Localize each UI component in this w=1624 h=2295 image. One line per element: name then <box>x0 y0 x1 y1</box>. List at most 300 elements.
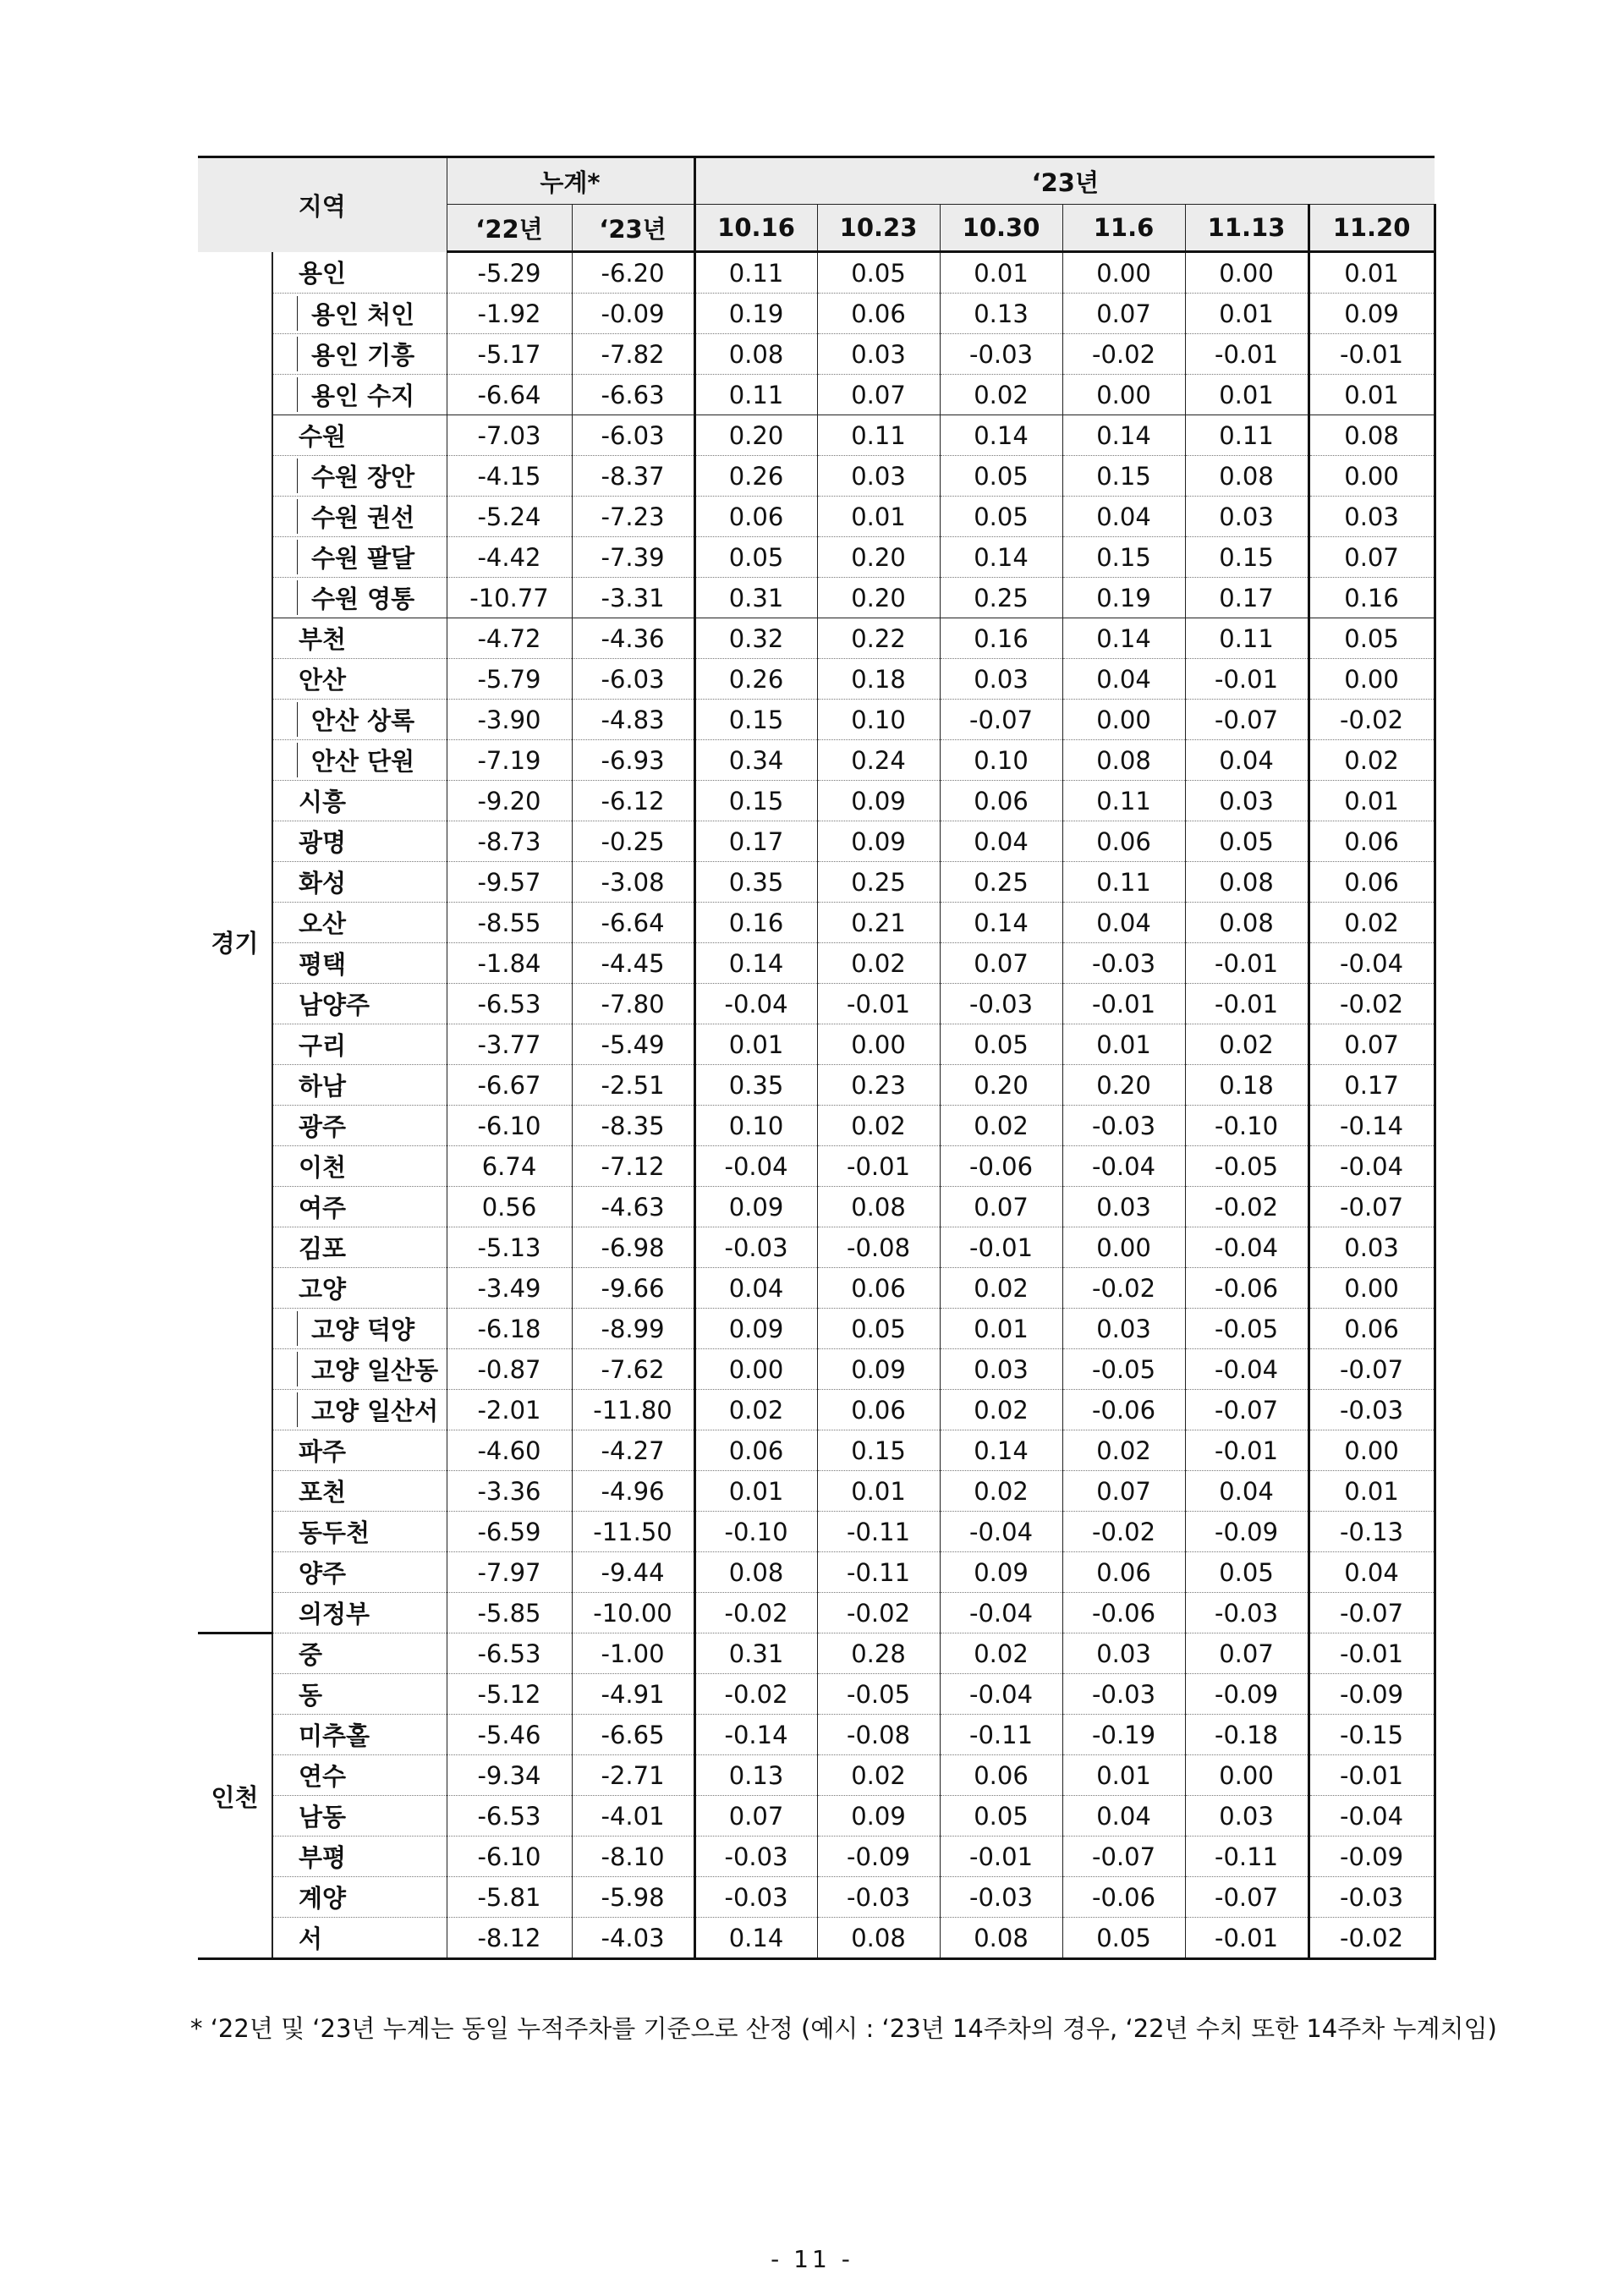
value-cell: 0.02 <box>817 943 940 984</box>
subregion-name <box>272 578 447 618</box>
value-cell: 0.07 <box>1062 294 1185 334</box>
value-cell: -3.49 <box>447 1268 572 1309</box>
value-cell: -0.07 <box>1185 1390 1309 1430</box>
value-cell: -6.59 <box>447 1512 572 1552</box>
value-cell: 0.06 <box>694 497 817 537</box>
value-cell: 0.14 <box>1062 618 1185 659</box>
value-cell: -5.81 <box>447 1877 572 1918</box>
table-row <box>198 252 1435 294</box>
value-cell: 0.15 <box>1062 456 1185 497</box>
value-cell: -8.37 <box>572 456 694 497</box>
value-cell: 0.04 <box>1062 659 1185 700</box>
subregion-name: 수원 <box>272 415 447 456</box>
value-cell: -0.07 <box>940 700 1062 740</box>
value-cell: -0.02 <box>1309 984 1435 1024</box>
table-row <box>198 700 1435 740</box>
value-cell: 0.08 <box>817 1918 940 1959</box>
page-number: - 11 - <box>771 2245 853 2273</box>
value-cell: -8.35 <box>572 1106 694 1146</box>
value-cell: -6.53 <box>447 1633 572 1674</box>
value-cell: 0.20 <box>1062 1065 1185 1106</box>
value-cell: 0.08 <box>1185 862 1309 903</box>
subregion-name <box>272 334 447 375</box>
subregion-name: 시흥 <box>272 781 447 821</box>
value-cell: -0.01 <box>1309 1755 1435 1796</box>
subregion-name <box>272 456 447 497</box>
col-header: 11.20 <box>1309 205 1435 252</box>
value-cell: 0.00 <box>1309 659 1435 700</box>
value-cell: 0.02 <box>1185 1024 1309 1065</box>
value-cell: 0.07 <box>1062 1471 1185 1512</box>
value-cell: -7.80 <box>572 984 694 1024</box>
value-cell: -0.01 <box>1309 1633 1435 1674</box>
value-cell: 0.01 <box>940 1309 1062 1349</box>
value-cell: 0.09 <box>1309 294 1435 334</box>
value-cell: -0.03 <box>1185 1593 1309 1633</box>
value-cell: 0.20 <box>940 1065 1062 1106</box>
value-cell: -6.03 <box>572 415 694 456</box>
value-cell: 0.15 <box>1185 537 1309 578</box>
value-cell: 0.01 <box>694 1471 817 1512</box>
value-cell: -0.03 <box>694 1227 817 1268</box>
value-cell: 0.14 <box>940 415 1062 456</box>
value-cell: -0.05 <box>817 1674 940 1715</box>
value-cell: -0.03 <box>817 1877 940 1918</box>
value-cell: -4.27 <box>572 1430 694 1471</box>
value-cell: -0.04 <box>1185 1227 1309 1268</box>
value-cell: -0.06 <box>1185 1268 1309 1309</box>
value-cell: -0.01 <box>1309 334 1435 375</box>
value-cell: -0.07 <box>1062 1837 1185 1877</box>
value-cell: 0.06 <box>1062 821 1185 862</box>
subregion-name <box>272 375 447 415</box>
value-cell: -5.12 <box>447 1674 572 1715</box>
subregion-name: 포천 <box>272 1471 447 1512</box>
table-row <box>198 1796 1435 1837</box>
col-header: ‘23년 <box>572 205 694 252</box>
value-cell: 0.17 <box>1185 578 1309 618</box>
value-cell: -1.00 <box>572 1633 694 1674</box>
value-cell: 0.14 <box>940 1430 1062 1471</box>
value-cell: -0.04 <box>1062 1146 1185 1187</box>
subregion-name: 화성 <box>272 862 447 903</box>
table-row <box>198 1715 1435 1755</box>
value-cell: 0.01 <box>1062 1755 1185 1796</box>
table-row <box>198 618 1435 659</box>
subregion-name: 여주 <box>272 1187 447 1227</box>
subregion-name: 김포 <box>272 1227 447 1268</box>
value-cell: 0.31 <box>694 578 817 618</box>
value-cell: 0.03 <box>1185 497 1309 537</box>
value-cell: 0.02 <box>940 1471 1062 1512</box>
table-row <box>198 578 1435 618</box>
value-cell: -6.67 <box>447 1065 572 1106</box>
value-cell: 0.20 <box>694 415 817 456</box>
col-header: 10.30 <box>940 205 1062 252</box>
table-row <box>198 1430 1435 1471</box>
value-cell: 0.00 <box>1185 252 1309 294</box>
value-cell: 0.11 <box>694 252 817 294</box>
value-cell: -6.10 <box>447 1837 572 1877</box>
value-cell: 0.08 <box>1185 903 1309 943</box>
value-cell: 0.09 <box>817 821 940 862</box>
value-cell: 0.04 <box>1309 1552 1435 1593</box>
value-cell: 0.01 <box>1185 375 1309 415</box>
value-cell: 0.09 <box>817 1796 940 1837</box>
value-cell: -0.04 <box>1309 1796 1435 1837</box>
value-cell: -0.02 <box>1062 334 1185 375</box>
value-cell: 0.11 <box>1062 781 1185 821</box>
value-cell: -0.08 <box>817 1227 940 1268</box>
value-cell: 0.09 <box>694 1309 817 1349</box>
value-cell: 0.26 <box>694 659 817 700</box>
value-cell: -0.04 <box>694 984 817 1024</box>
subregion-label: 수원 권선 <box>297 499 414 534</box>
value-cell: 0.07 <box>1185 1633 1309 1674</box>
value-cell: -0.02 <box>1062 1512 1185 1552</box>
table-row <box>198 1106 1435 1146</box>
price-change-table <box>198 156 1436 1960</box>
value-cell: -0.04 <box>940 1593 1062 1633</box>
value-cell: 0.01 <box>817 497 940 537</box>
value-cell: 0.06 <box>817 294 940 334</box>
value-cell: 0.03 <box>1185 1796 1309 1837</box>
value-cell: 0.31 <box>694 1633 817 1674</box>
value-cell: -0.06 <box>1062 1877 1185 1918</box>
value-cell: 0.10 <box>940 740 1062 781</box>
subregion-name: 동두천 <box>272 1512 447 1552</box>
subregion-name: 평택 <box>272 943 447 984</box>
value-cell: 0.01 <box>817 1471 940 1512</box>
subregion-name: 하남 <box>272 1065 447 1106</box>
value-cell: -0.05 <box>1185 1146 1309 1187</box>
value-cell: -6.03 <box>572 659 694 700</box>
value-cell: -0.01 <box>1185 984 1309 1024</box>
value-cell: 0.03 <box>1309 497 1435 537</box>
subregion-label: 수원 장안 <box>297 458 414 493</box>
value-cell: -0.03 <box>694 1837 817 1877</box>
table-row <box>198 334 1435 375</box>
value-cell: -0.09 <box>817 1837 940 1877</box>
value-cell: -0.09 <box>1185 1512 1309 1552</box>
value-cell: 0.07 <box>940 1187 1062 1227</box>
value-cell: 0.17 <box>1309 1065 1435 1106</box>
value-cell: -0.02 <box>1309 700 1435 740</box>
value-cell: 0.15 <box>694 700 817 740</box>
value-cell: -0.02 <box>817 1593 940 1633</box>
table-row <box>198 415 1435 456</box>
value-cell: -2.01 <box>447 1390 572 1430</box>
value-cell: -8.99 <box>572 1309 694 1349</box>
value-cell: -0.03 <box>940 984 1062 1024</box>
value-cell: 0.16 <box>694 903 817 943</box>
table-row <box>198 1552 1435 1593</box>
value-cell: -0.11 <box>940 1715 1062 1755</box>
value-cell: -0.07 <box>1309 1593 1435 1633</box>
value-cell: -4.83 <box>572 700 694 740</box>
value-cell: -0.01 <box>1185 334 1309 375</box>
value-cell: 0.02 <box>940 375 1062 415</box>
value-cell: 0.25 <box>940 862 1062 903</box>
value-cell: -4.60 <box>447 1430 572 1471</box>
subregion-name: 부천 <box>272 618 447 659</box>
value-cell: -0.87 <box>447 1349 572 1390</box>
table-row <box>198 1674 1435 1715</box>
col-header: 11.6 <box>1062 205 1185 252</box>
value-cell: -5.46 <box>447 1715 572 1755</box>
value-cell: -0.06 <box>940 1146 1062 1187</box>
table-row <box>198 537 1435 578</box>
value-cell: 0.08 <box>1062 740 1185 781</box>
value-cell: -0.18 <box>1185 1715 1309 1755</box>
value-cell: -3.90 <box>447 700 572 740</box>
value-cell: -0.01 <box>940 1227 1062 1268</box>
value-cell: -5.98 <box>572 1877 694 1918</box>
value-cell: -0.03 <box>1062 943 1185 984</box>
value-cell: 0.16 <box>940 618 1062 659</box>
value-cell: 0.07 <box>940 943 1062 984</box>
value-cell: 0.11 <box>817 415 940 456</box>
value-cell: -3.36 <box>447 1471 572 1512</box>
value-cell: -7.19 <box>447 740 572 781</box>
value-cell: 0.05 <box>1062 1918 1185 1959</box>
value-cell: 0.04 <box>1185 1471 1309 1512</box>
value-cell: 0.03 <box>940 1349 1062 1390</box>
value-cell: -4.01 <box>572 1796 694 1837</box>
value-cell: 0.03 <box>1062 1309 1185 1349</box>
value-cell: 0.08 <box>1185 456 1309 497</box>
subregion-name: 용인 <box>272 252 447 294</box>
value-cell: -0.14 <box>1309 1106 1435 1146</box>
value-cell: 0.14 <box>694 1918 817 1959</box>
value-cell: -0.07 <box>1185 700 1309 740</box>
value-cell: 0.10 <box>694 1106 817 1146</box>
value-cell: -0.07 <box>1309 1187 1435 1227</box>
value-cell: 0.11 <box>1185 415 1309 456</box>
value-cell: -5.79 <box>447 659 572 700</box>
subregion-name: 계양 <box>272 1877 447 1918</box>
value-cell: 0.09 <box>940 1552 1062 1593</box>
value-cell: -11.50 <box>572 1512 694 1552</box>
value-cell: 0.03 <box>1062 1187 1185 1227</box>
subregion-name: 부평 <box>272 1837 447 1877</box>
table-row <box>198 1877 1435 1918</box>
table-row <box>198 862 1435 903</box>
value-cell: 0.25 <box>817 862 940 903</box>
value-cell: -7.39 <box>572 537 694 578</box>
table-row <box>198 1512 1435 1552</box>
table-row <box>198 1146 1435 1187</box>
value-cell: -4.42 <box>447 537 572 578</box>
subregion-name: 중 <box>272 1633 447 1674</box>
value-cell: 0.35 <box>694 862 817 903</box>
value-cell: 0.01 <box>1309 252 1435 294</box>
value-cell: -7.12 <box>572 1146 694 1187</box>
value-cell: -0.15 <box>1309 1715 1435 1755</box>
table-row <box>198 1024 1435 1065</box>
value-cell: 0.04 <box>1062 497 1185 537</box>
value-cell: -0.25 <box>572 821 694 862</box>
table-row <box>198 781 1435 821</box>
subregion-name: 이천 <box>272 1146 447 1187</box>
value-cell: -0.04 <box>1309 943 1435 984</box>
value-cell: 0.21 <box>817 903 940 943</box>
value-cell: 0.02 <box>940 1390 1062 1430</box>
value-cell: -0.08 <box>817 1715 940 1755</box>
table-row <box>198 1065 1435 1106</box>
value-cell: 0.02 <box>694 1390 817 1430</box>
value-cell: 0.05 <box>940 497 1062 537</box>
value-cell: -8.12 <box>447 1918 572 1959</box>
value-cell: 0.20 <box>817 578 940 618</box>
value-cell: 0.56 <box>447 1187 572 1227</box>
value-cell: -0.01 <box>1185 943 1309 984</box>
value-cell: -5.49 <box>572 1024 694 1065</box>
value-cell: 0.02 <box>1309 903 1435 943</box>
subregion-name: 오산 <box>272 903 447 943</box>
value-cell: 0.15 <box>817 1430 940 1471</box>
table-row <box>198 903 1435 943</box>
value-cell: -4.63 <box>572 1187 694 1227</box>
table-row <box>198 821 1435 862</box>
subregion-name: 남동 <box>272 1796 447 1837</box>
table-row <box>198 943 1435 984</box>
subregion-name <box>272 1390 447 1430</box>
value-cell: 0.06 <box>694 1430 817 1471</box>
value-cell: -0.03 <box>940 334 1062 375</box>
value-cell: 0.01 <box>1062 1024 1185 1065</box>
value-cell: 0.00 <box>1309 1268 1435 1309</box>
value-cell: 0.05 <box>1185 1552 1309 1593</box>
value-cell: 0.18 <box>1185 1065 1309 1106</box>
value-cell: 0.09 <box>817 781 940 821</box>
value-cell: -0.07 <box>1185 1877 1309 1918</box>
region-header: 지역 <box>198 157 447 252</box>
value-cell: 0.03 <box>817 456 940 497</box>
value-cell: -0.14 <box>694 1715 817 1755</box>
value-cell: -4.96 <box>572 1471 694 1512</box>
value-cell: 0.00 <box>1309 456 1435 497</box>
value-cell: 0.02 <box>1062 1430 1185 1471</box>
value-cell: 0.08 <box>817 1187 940 1227</box>
value-cell: -9.66 <box>572 1268 694 1309</box>
subregion-name: 미추홀 <box>272 1715 447 1755</box>
value-cell: -6.53 <box>447 984 572 1024</box>
value-cell: 0.02 <box>817 1755 940 1796</box>
value-cell: -3.31 <box>572 578 694 618</box>
value-cell: 0.14 <box>1062 415 1185 456</box>
value-cell: 0.04 <box>1062 903 1185 943</box>
value-cell: 0.23 <box>817 1065 940 1106</box>
value-cell: -4.36 <box>572 618 694 659</box>
value-cell: -0.03 <box>940 1877 1062 1918</box>
subregion-name <box>272 1309 447 1349</box>
value-cell: -0.04 <box>1185 1349 1309 1390</box>
value-cell: 0.02 <box>940 1106 1062 1146</box>
value-cell: -4.15 <box>447 456 572 497</box>
value-cell: 0.15 <box>694 781 817 821</box>
table-row <box>198 375 1435 415</box>
subregion-label: 용인 기흥 <box>297 337 414 371</box>
value-cell: 0.15 <box>1062 537 1185 578</box>
subregion-name: 연수 <box>272 1755 447 1796</box>
value-cell: 0.01 <box>1309 1471 1435 1512</box>
value-cell: 0.08 <box>694 334 817 375</box>
subregion-name: 구리 <box>272 1024 447 1065</box>
value-cell: 0.03 <box>1185 781 1309 821</box>
value-cell: 0.24 <box>817 740 940 781</box>
table-row <box>198 1593 1435 1633</box>
value-cell: 0.32 <box>694 618 817 659</box>
footnote: * ‘22년 및 ‘23년 누계는 동일 누적주차를 기준으로 산정 (예시 : ‘23년 14주차의 경우, ‘22년 수치 또한 14주차 누계치임) <box>190 2014 1497 2043</box>
value-cell: 0.06 <box>1309 821 1435 862</box>
value-cell: -1.84 <box>447 943 572 984</box>
value-cell: -6.10 <box>447 1106 572 1146</box>
value-cell: -0.02 <box>1309 1918 1435 1959</box>
value-cell: 0.08 <box>1309 415 1435 456</box>
value-cell: -11.80 <box>572 1390 694 1430</box>
value-cell: 0.26 <box>694 456 817 497</box>
table-row <box>198 1837 1435 1877</box>
value-cell: 0.06 <box>1309 1309 1435 1349</box>
value-cell: -0.03 <box>694 1877 817 1918</box>
value-cell: 0.05 <box>940 1796 1062 1837</box>
value-cell: -9.34 <box>447 1755 572 1796</box>
value-cell: 0.01 <box>1309 781 1435 821</box>
value-cell: 0.03 <box>940 659 1062 700</box>
table-row <box>198 1187 1435 1227</box>
value-cell: -10.00 <box>572 1593 694 1633</box>
value-cell: -7.62 <box>572 1349 694 1390</box>
value-cell: 0.07 <box>817 375 940 415</box>
subregion-label: 용인 처인 <box>297 296 414 331</box>
value-cell: -6.63 <box>572 375 694 415</box>
value-cell: -0.09 <box>1309 1674 1435 1715</box>
value-cell: 0.03 <box>1309 1227 1435 1268</box>
value-cell: 0.05 <box>817 252 940 294</box>
value-cell: 0.35 <box>694 1065 817 1106</box>
value-cell: -5.29 <box>447 252 572 294</box>
table-row <box>198 1633 1435 1674</box>
value-cell: 0.06 <box>817 1390 940 1430</box>
value-cell: 0.06 <box>1062 1552 1185 1593</box>
subregion-label: 고양 일산동 <box>297 1352 438 1386</box>
value-cell: -6.93 <box>572 740 694 781</box>
value-cell: -4.91 <box>572 1674 694 1715</box>
value-cell: 0.34 <box>694 740 817 781</box>
value-cell: -0.05 <box>1062 1349 1185 1390</box>
col-header: ‘22년 <box>447 205 572 252</box>
value-cell: -6.12 <box>572 781 694 821</box>
value-cell: 0.14 <box>694 943 817 984</box>
value-cell: 0.02 <box>1309 740 1435 781</box>
table-row <box>198 740 1435 781</box>
value-cell: 0.06 <box>940 1755 1062 1796</box>
col-header: 10.16 <box>694 205 817 252</box>
value-cell: 0.06 <box>1309 862 1435 903</box>
value-cell: -0.04 <box>1309 1146 1435 1187</box>
table-row <box>198 659 1435 700</box>
table-row <box>198 1268 1435 1309</box>
table-row <box>198 1471 1435 1512</box>
value-cell: -0.01 <box>817 1146 940 1187</box>
value-cell: -2.51 <box>572 1065 694 1106</box>
value-cell: 0.05 <box>940 456 1062 497</box>
table-row <box>198 1755 1435 1796</box>
value-cell: 0.05 <box>1185 821 1309 862</box>
subregion-name: 남양주 <box>272 984 447 1024</box>
value-cell: -1.92 <box>447 294 572 334</box>
